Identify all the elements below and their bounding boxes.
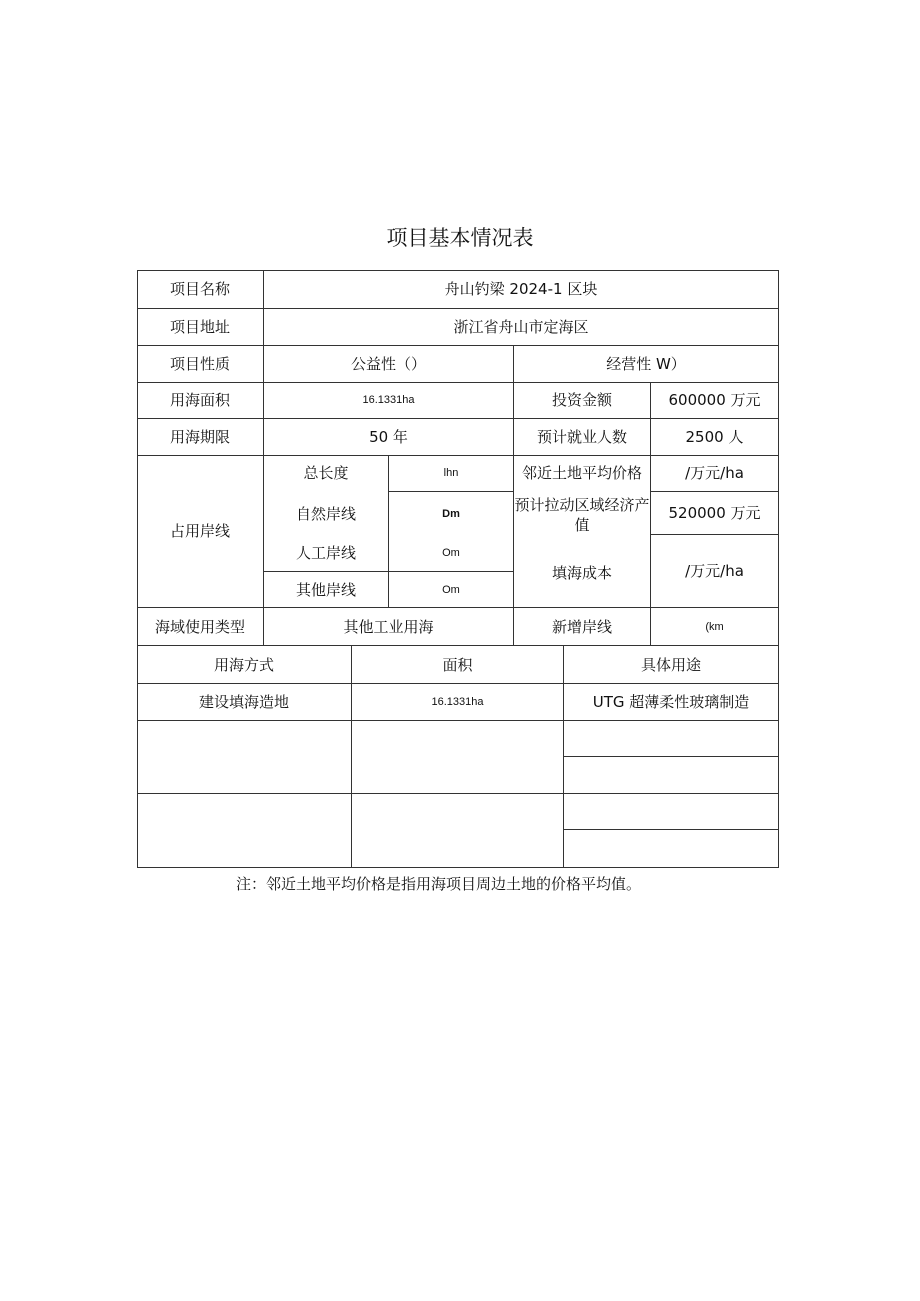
artificial-shoreline-value: Om [442,547,460,559]
jobs-value: 2500 人 [685,427,744,446]
land-price-value: /万元/ha [685,464,744,482]
project-address-label: 项目地址 [169,317,230,336]
nature-business: 经营性 W） [606,354,686,373]
other-shoreline-value: Om [442,583,460,596]
economic-output-label: 预计拉动区域经济产值 [514,496,650,534]
jobs-label: 预计就业人数 [536,427,627,446]
footnote: 注：邻近土地平均价格是指用海项目周边土地的价格平均值。 [236,875,642,893]
other-shoreline-label: 其他岸线 [295,580,356,599]
use-type-value: 其他工业用海 [343,617,434,636]
term-label: 用海期限 [169,427,230,446]
project-nature-label: 项目性质 [169,354,230,373]
land-price-label: 邻近土地平均价格 [521,464,642,482]
use-type-label: 海域使用类型 [154,617,245,636]
area-header: 面积 [442,655,473,674]
term-value: 50 年 [369,427,408,446]
new-shoreline-value: (km [705,620,724,633]
table-row-use: UTG 超薄柔性玻璃制造 [592,693,750,711]
project-name-value: 舟山钓梁 2024-1 区块 [444,280,598,298]
sea-use-method-header: 用海方式 [213,655,274,674]
shoreline-label: 占用岸线 [169,522,230,540]
fill-cost-value: /万元/ha [685,562,744,580]
fill-cost-label: 填海成本 [551,564,612,582]
project-address-value: 浙江省舟山市定海区 [453,317,589,336]
investment-label: 投资金额 [551,391,612,409]
specific-use-header: 具体用途 [640,655,701,674]
investment-value: 600000 万元 [668,391,761,409]
project-info-table [137,270,779,868]
page-title: 项目基本情况表 [386,226,534,250]
artificial-shoreline-label: 人工岸线 [295,544,356,562]
nature-public: 公益性（） [350,354,426,373]
natural-shoreline-label: 自然岸线 [295,505,356,523]
table-row-method: 建设填海造地 [198,693,289,711]
sea-area-label: 用海面积 [169,391,230,409]
table-row-area: 16.1331ha [431,696,484,708]
total-length-label: 总长度 [303,464,349,482]
sea-area-value: 16.1331ha [362,394,415,406]
natural-shoreline-value: Dm [442,508,460,520]
economic-output-value: 520000 万元 [668,504,761,522]
total-length-value: lhn [443,467,459,479]
project-name-label: 项目名称 [169,280,230,298]
new-shoreline-label: 新增岸线 [551,617,612,636]
